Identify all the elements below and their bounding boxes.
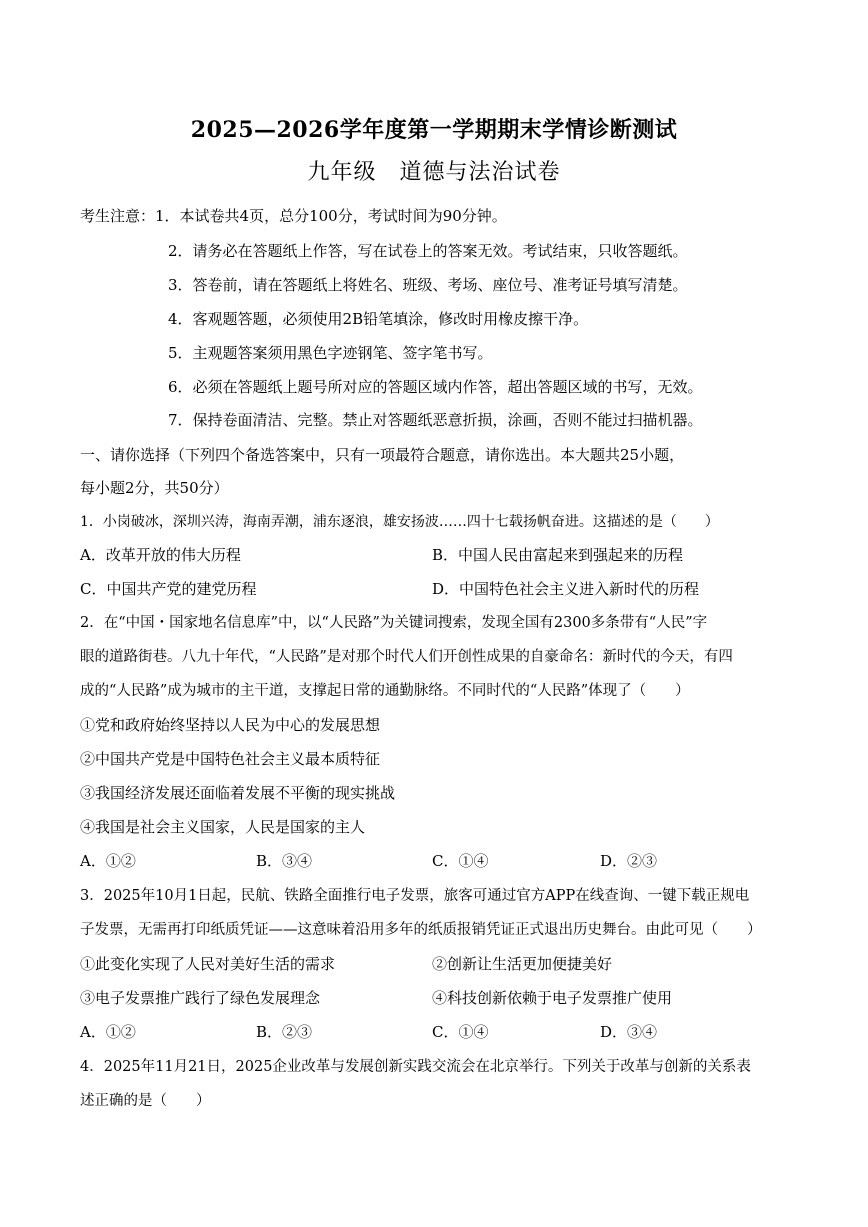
- notice-item-5: 5．主观题答案须用黑色字迹钢笔、签字笔书写。: [168, 344, 493, 362]
- exam-title: 2025—2026学年度第一学期期末学情诊断测试: [190, 117, 678, 143]
- q2-option-b: B．③④: [256, 852, 313, 870]
- notice-item-3: 3．答卷前，请在答题纸上将姓名、班级、考场、座位号、准考证号填写清楚。: [168, 276, 688, 294]
- q2-option-a: A．①②: [80, 852, 136, 870]
- q3-statement-1: ①此变化实现了人民对美好生活的需求: [80, 955, 336, 973]
- q2-statement-2: ②中国共产党是中国特色社会主义最本质特征: [80, 750, 381, 768]
- q3-option-c: C．①④: [432, 1023, 489, 1041]
- q4-stem-line1: 4．2025年11月21日，2025企业改革与发展创新实践交流会在北京举行。下列关于改革与创新的关系表: [80, 1059, 751, 1075]
- q3-statement-4: ④科技创新依赖于电子发票推广使用: [432, 989, 673, 1007]
- q2-stem-line3: 成的“人民路”成为城市的主干道，支撑起日常的通勤脉络。不同时代的“人民路”体现了（ ）: [80, 683, 690, 699]
- q2-statement-4: ④我国是社会主义国家，人民是国家的主人: [80, 818, 366, 836]
- q1-option-c: C．中国共产党的建党历程: [80, 580, 257, 598]
- q3-stem-line1: 3．2025年10月1日起，民航、铁路全面推行电子发票，旅客可通过官方APP在线查询、一键下载正规电: [80, 888, 750, 904]
- q1-stem: 1．小岗破冰，深圳兴涛，海南弄潮，浦东逐浪，雄安扬波……四十七载扬帆奋进。这描述的是（ ）: [80, 514, 719, 530]
- section-heading-line2: 每小题2分，共50分）: [80, 479, 229, 497]
- section-heading-line1: 一、请你选择（下列四个备选答案中，只有一项最符合题意，请你选出。本大题共25小题，: [80, 446, 685, 464]
- notice-item-1: 1．本试卷共4页，总分100分，考试时间为90分钟。: [155, 207, 507, 225]
- notice-item-7: 7．保持卷面清洁、完整。禁止对答题纸恶意折损，涂画，否则不能过扫描机器。: [168, 411, 703, 429]
- q2-stem-line2: 眼的道路街巷。八九十年代，“人民路”是对那个时代人们开创性成果的自豪命名：新时代的今天，有四: [80, 649, 733, 665]
- q3-stem-line2: 子发票，无需再打印纸质凭证——这意味着沿用多年的纸质报销凭证正式退出历史舞台。由此可见（ ）: [80, 922, 762, 938]
- q3-option-b: B．②③: [256, 1023, 313, 1041]
- q3-option-a: A．①②: [80, 1023, 136, 1041]
- q4-stem-line2: 述正确的是（ ）: [80, 1093, 211, 1109]
- q2-statement-3: ③我国经济发展还面临着发展不平衡的现实挑战: [80, 784, 396, 802]
- q2-stem-line1: 2．在“中国・国家地名信息库”中，以“人民路”为关键词搜索，发现全国有2300多条带有“人民”字: [80, 615, 708, 631]
- notice-item-2: 2．请务必在答题纸上作答，写在试卷上的答案无效。考试结束，只收答题纸。: [168, 242, 688, 260]
- q2-option-d: D．②③: [600, 852, 658, 870]
- q1-option-d: D．中国特色社会主义进入新时代的历程: [432, 580, 700, 598]
- exam-subtitle: 九年级 道德与法治试卷: [307, 160, 561, 185]
- notice-prefix: 考生注意：: [80, 207, 156, 225]
- q3-statement-2: ②创新让生活更加便捷美好: [432, 955, 613, 973]
- q2-option-c: C．①④: [432, 852, 489, 870]
- q2-statement-1: ①党和政府始终坚持以人民为中心的发展思想: [80, 716, 381, 734]
- notice-item-6: 6．必须在答题纸上题号所对应的答题区域内作答，超出答题区域的书写，无效。: [168, 378, 703, 396]
- q3-option-d: D．③④: [600, 1023, 658, 1041]
- notice-item-4: 4．客观题答题，必须使用2B铅笔填涂，修改时用橡皮擦干净。: [168, 310, 589, 328]
- q1-option-b: B．中国人民由富起来到强起来的历程: [432, 546, 684, 564]
- q3-statement-3: ③电子发票推广践行了绿色发展理念: [80, 989, 321, 1007]
- q1-option-a: A．改革开放的伟大历程: [80, 546, 241, 564]
